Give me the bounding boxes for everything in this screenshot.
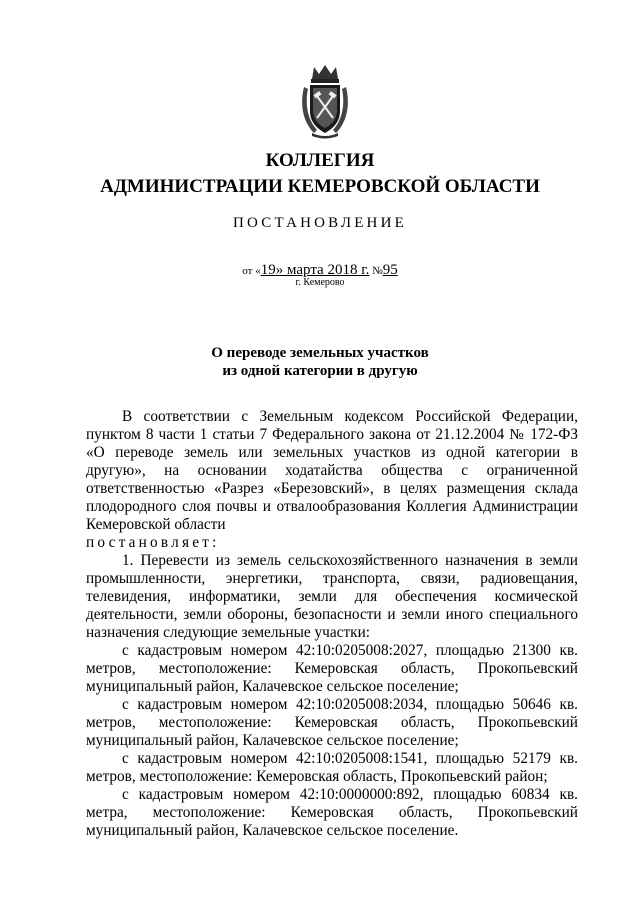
intro-paragraph: В соответствии с Земельным кодексом Российской Федерации, пунктом 8 части 1 статьи 7 Федерального закона от 21.12.2004 № 172-ФЗ «О переводе земель или земельных участков из одной категории в другую», на основании ходатайства общества с ограниченной ответственностью «Разрез «Березовский», в целях размещения склада плодородного слоя почвы и отвалообразования Коллегия Администрации Кемеровской области (86, 408, 578, 533)
parcel-item: с кадастровым номером 42:10:0205008:2034, площадью 50646 кв. метров, местоположение: Кемеровская область, Прокопьевский муниципальный район, Калачевское сельское поселение; (86, 696, 578, 749)
number-prefix: № (372, 265, 383, 277)
city: г. Кемерово (295, 277, 345, 288)
parcel-item: с кадастровым номером 42:10:0205008:1541, площадью 52179 кв. метров, местоположение: Кемеровская область, Прокопьевский район; (86, 750, 578, 785)
kemerovo-coat-of-arms-icon (298, 63, 352, 139)
document-number: 95 (382, 262, 398, 278)
parcel-item: с кадастровым номером 42:10:0000000:892, площадью 60834 кв. метра, местоположение: Кемеровская область, Прокопьевский муниципальный район, Калачевское сельское поселение. (86, 786, 578, 839)
document-type: ПОСТАНОВЛЕНИЕ (233, 215, 407, 231)
title-line-2: из одной категории в другую (222, 363, 418, 379)
header-line-1: КОЛЛЕГИЯ (265, 150, 375, 171)
header-line-2: АДМИНИСТРАЦИИ КЕМЕРОВСКОЙ ОБЛАСТИ (100, 176, 540, 197)
date-day: 19 (260, 262, 276, 278)
item-1: 1. Перевести из земель сельскохозяйственного назначения в земли промышленности, энергетики, транспорта, связи, радиовещания, телевидения, информатики, земли для обеспечения космической деятельности, земли обороны, безопасности и земли иного специального назначения следующие земельные участки: (86, 552, 578, 641)
title-line-1: О переводе земельных участков (211, 345, 429, 361)
date-prefix: от « (242, 265, 261, 277)
resolves-word: постановляет: (86, 534, 220, 551)
parcel-item: с кадастровым номером 42:10:0205008:2027, площадью 21300 кв. метров, местоположение: Кемеровская область, Прокопьевский муниципальный район, Калачевское сельское поселение; (86, 642, 578, 695)
document-body (86, 408, 578, 840)
date-month-year: » марта 2018 г. (275, 262, 370, 278)
